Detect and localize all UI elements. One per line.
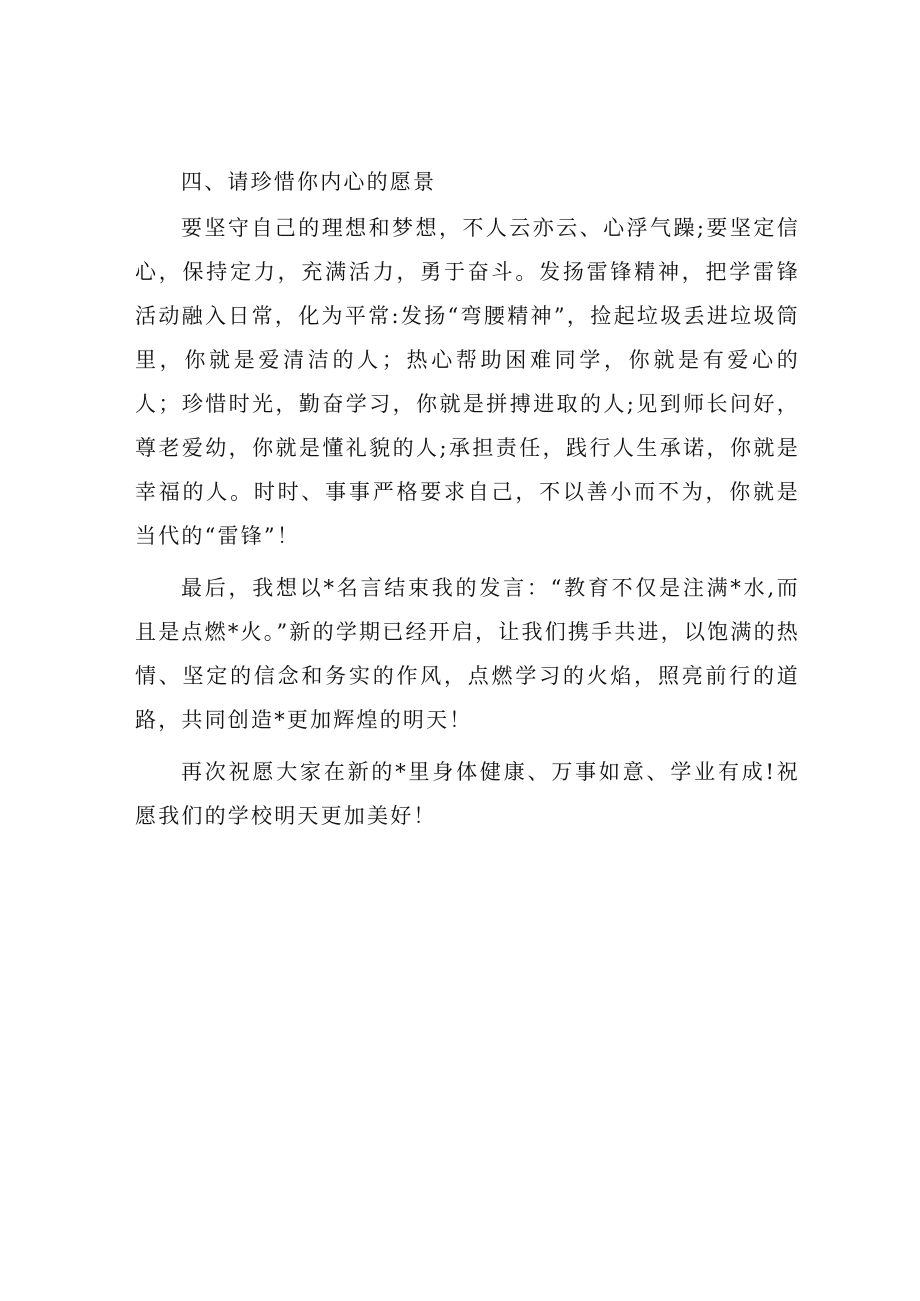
paragraph-closing-quote: 最后，我想以*名言结束我的发言：“教育不仅是注满*水,而且是点燃*火。”新的学期已经开启，让我们携手共进，以饱满的热情、坚定的信念和务实的作风，点燃学习的火焰，照亮前行的道路，共同创造*更加辉煌的明天！ xyxy=(135,576,800,732)
paragraph-ideals: 要坚守自己的理想和梦想，不人云亦云、心浮气躁;要坚定信心，保持定力，充满活力，勇于奋斗。发扬雷锋精神，把学雷锋活动融入日常，化为平常:发扬“弯腰精神”，捡起垃圾丢进垃圾筒里，你就是爱清洁的人；热心帮助困难同学，你就是有爱心的人；珍惜时光，勤奋学习，你就是拼搏进取的人;见到师长问好，尊老爱幼，你就是懂礼貌的人;承担责任，践行人生承诺，你就是幸福的人。时时、事事严格要求自己，不以善小而不为，你就是当代的“雷锋”！ xyxy=(135,216,800,548)
paragraph-wishes: 再次祝愿大家在新的*里身体健康、万事如意、学业有成!祝愿我们的学校明天更加美好！ xyxy=(135,760,800,828)
section-heading: 四、请珍惜你内心的愿景 xyxy=(181,170,437,194)
document-body xyxy=(135,160,800,846)
